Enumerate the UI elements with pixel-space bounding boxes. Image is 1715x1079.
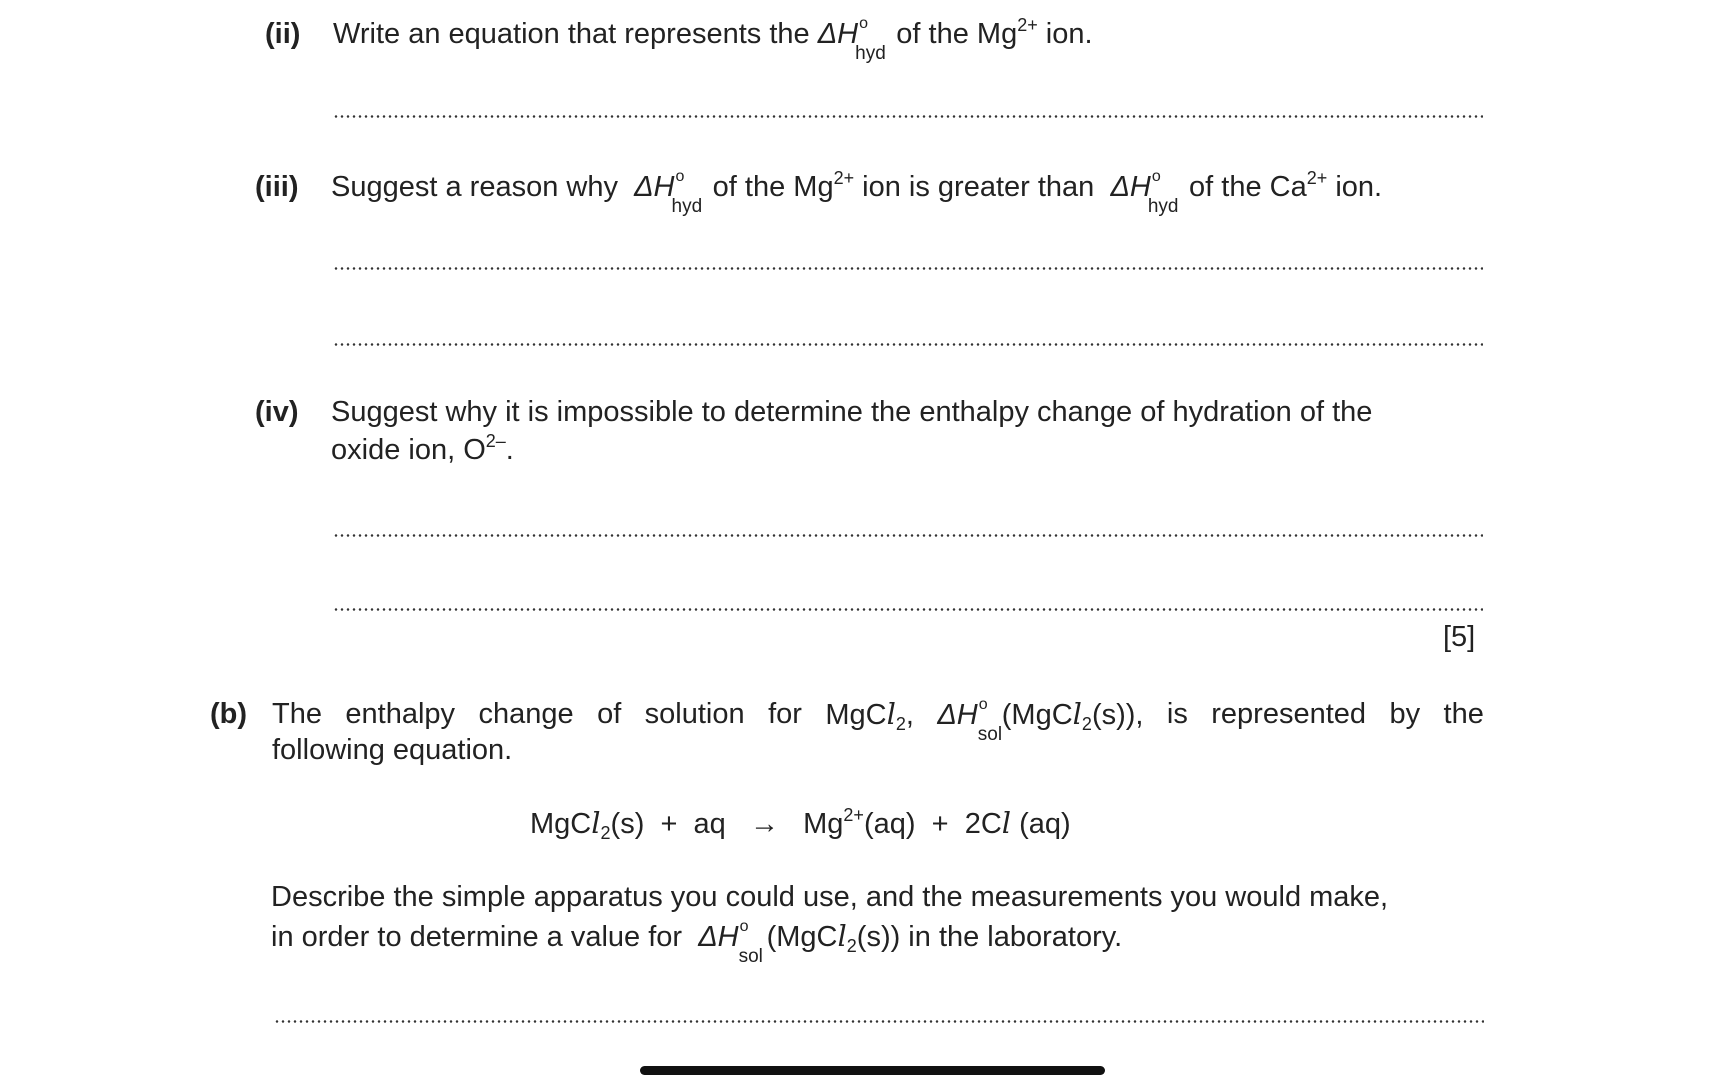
question-b-label: (b) bbox=[210, 698, 248, 730]
home-indicator[interactable] bbox=[640, 1066, 1105, 1075]
dissolution-equation: MgCl$_2$(s) + aq → $Mg^{2+}(aq) + 2Cl$ (aq) bbox=[530, 805, 1071, 843]
answer-line-ii[interactable] bbox=[333, 115, 1483, 118]
answer-line-iii-1[interactable] bbox=[333, 267, 1483, 270]
question-ii-label: (ii) bbox=[265, 18, 301, 50]
answer-line-b-1[interactable] bbox=[274, 1020, 1484, 1023]
question-b-line2: following equation. bbox=[272, 734, 513, 766]
answer-line-iv-2[interactable] bbox=[333, 608, 1483, 611]
delta-h-hyd-symbol: ΔH o hyd bbox=[817, 15, 886, 64]
question-iii-text: Suggest a reason why ΔH o hyd of the $Mg^{2+}$ ion is greater than ΔH o hyd of the $Ca^{2+}$ ion. bbox=[331, 168, 1383, 217]
marks-total: [5] bbox=[1443, 621, 1476, 653]
question-iv-label: (iv) bbox=[255, 396, 299, 428]
question-ii-text: Write an equation that represents the ΔH o hyd of the $Mg^{2+}$ ion. bbox=[333, 15, 1093, 64]
question-iii-label: (iii) bbox=[255, 171, 299, 203]
question-iv-line2: oxide ion, $O^{2-}$. bbox=[331, 431, 514, 466]
question-b-describe-line2: in order to determine a value for ΔH o sol (MgCl$_2$(s)) in the laboratory. bbox=[271, 918, 1123, 967]
question-b-describe-line1: Describe the simple apparatus you could use, and the measurements you would make, bbox=[271, 881, 1389, 913]
answer-line-iii-2[interactable] bbox=[333, 343, 1483, 346]
question-b-line1: The enthalpy change of solution for MgCl$_2$, ΔH o sol (MgCl$_2$(s)), is represented by the bbox=[272, 696, 1484, 745]
question-iv-line1: Suggest why it is impossible to determine the enthalpy change of hydration of the bbox=[331, 396, 1373, 428]
reaction-arrow: → bbox=[749, 808, 779, 840]
answer-line-iv-1[interactable] bbox=[333, 534, 1483, 537]
